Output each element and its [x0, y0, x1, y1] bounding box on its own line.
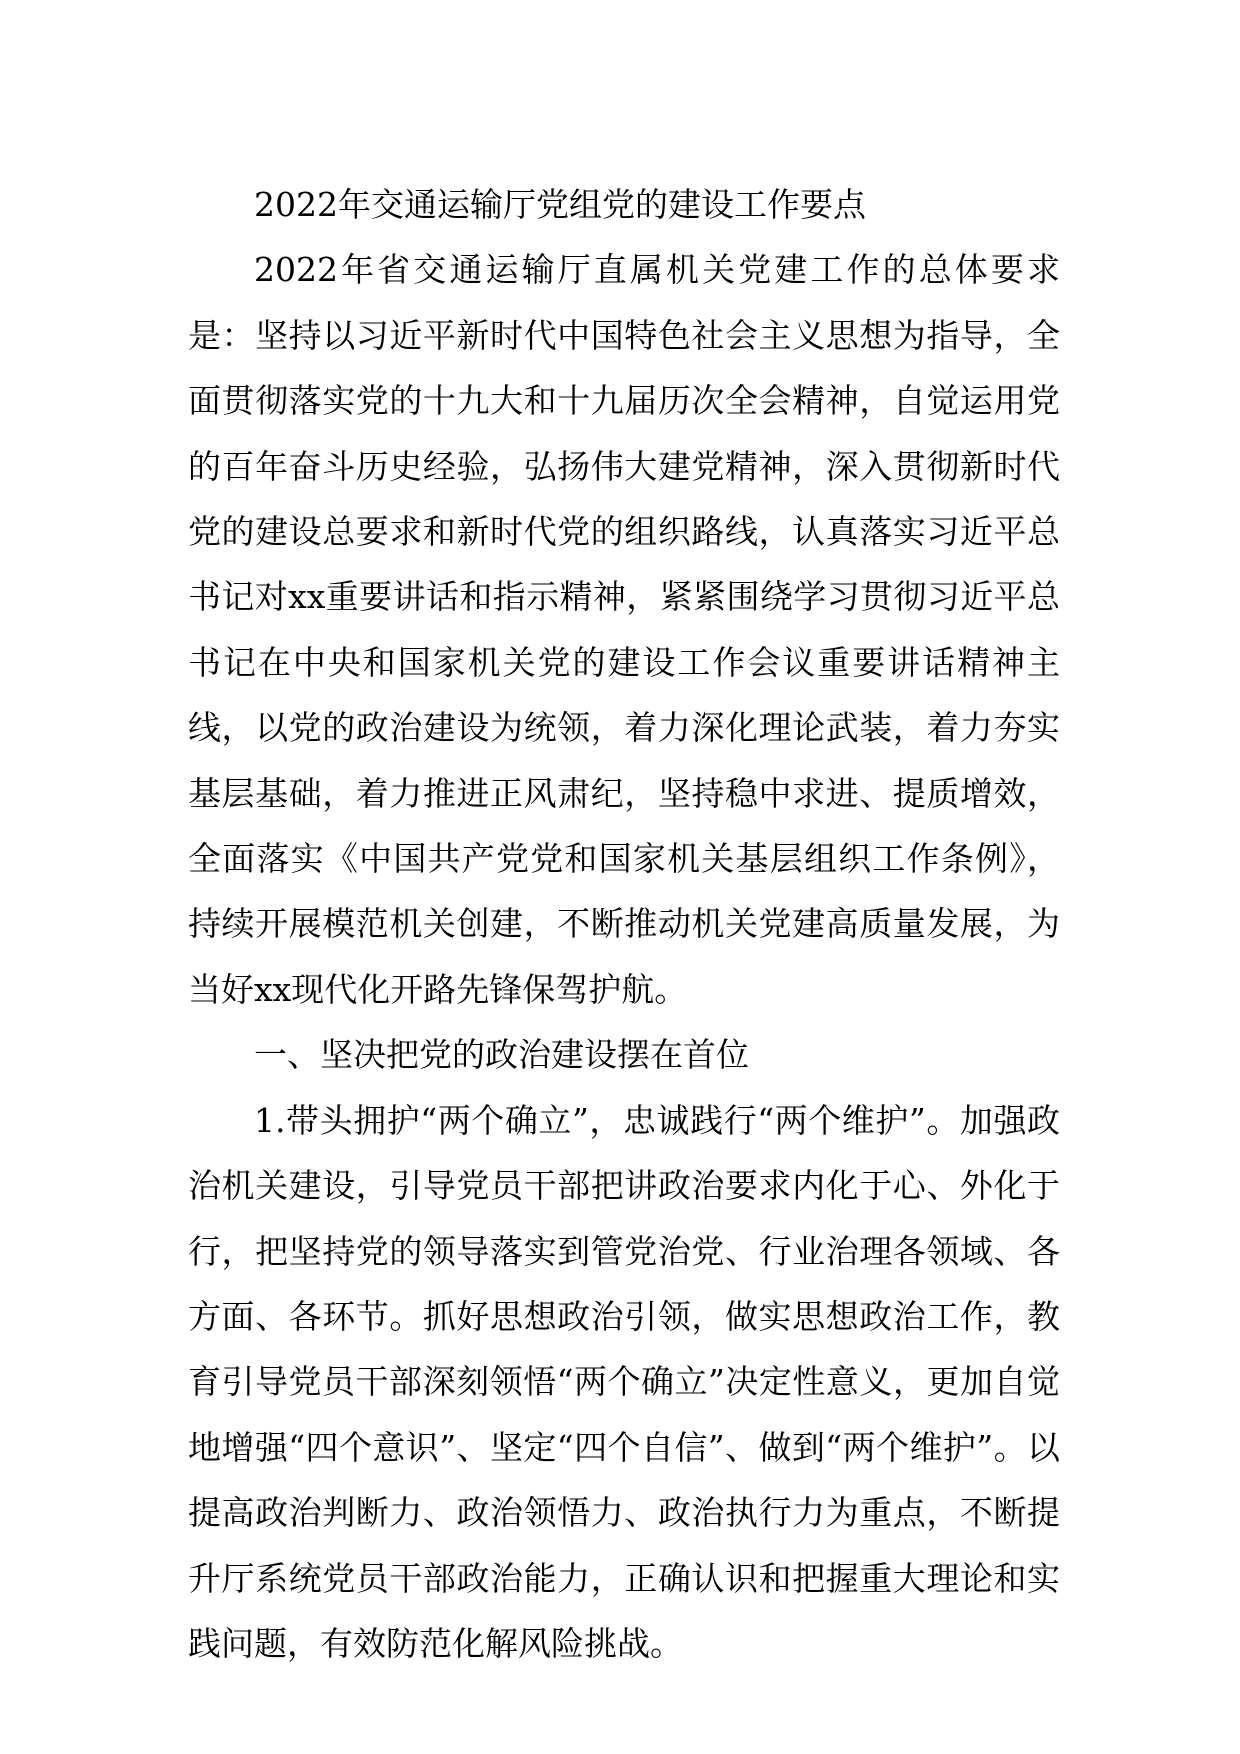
paragraph-general-requirements: 2022年省交通运输厅直属机关党建工作的总体要求是：坚持以习近平新时代中国特色社会主义思想为指导，全面贯彻落实党的十九大和十九届历次全会精神，自觉运用党的百年奋斗历史经验，弘扬伟大建党精神，深入贯彻新时代党的建设总要求和新时代党的组织路线，认真落实习近平总书记对xx重要讲话和指示精神，紧紧围绕学习贯彻习近平总书记在中央和国家机关党的建设工作会议重要讲话精神主线，以党的政治建设为统领，着力深化理论武装，着力夯实基层基础，着力推进正风肃纪，坚持稳中求进、提质增效，全面落实《中国共产党党和国家机关基层组织工作条例》，持续开展模范机关创建，不断推动机关党建高质量发展，为当好xx现代化开路先锋保驾护航。 — [188, 250, 1060, 1009]
document-body — [188, 172, 1060, 1676]
paragraph-item-1: 1.带头拥护“两个确立”，忠诚践行“两个维护”。加强政治机关建设，引导党员干部把讲政治要求内化于心、外化于行，把坚持党的领导落实到管党治党、行业治理各领域、各方面、各环节。抓好思想政治引领，做实思想政治工作，教育引导党员干部深刻领悟“两个确立”决定性意义，更加自觉地增强“四个意识”、坚定“四个自信”、做到“两个维护”。以提高政治判断力、政治领悟力、政治执行力为重点，不断提升厅系统党员干部政治能力，正确认识和把握重大理论和实践问题，有效防范化解风险挑战。 — [188, 1100, 1060, 1663]
section-heading-1: 一、坚决把党的政治建设摆在首位 — [254, 1035, 749, 1075]
document-title: 2022年交通运输厅党组党的建设工作要点 — [254, 185, 866, 224]
